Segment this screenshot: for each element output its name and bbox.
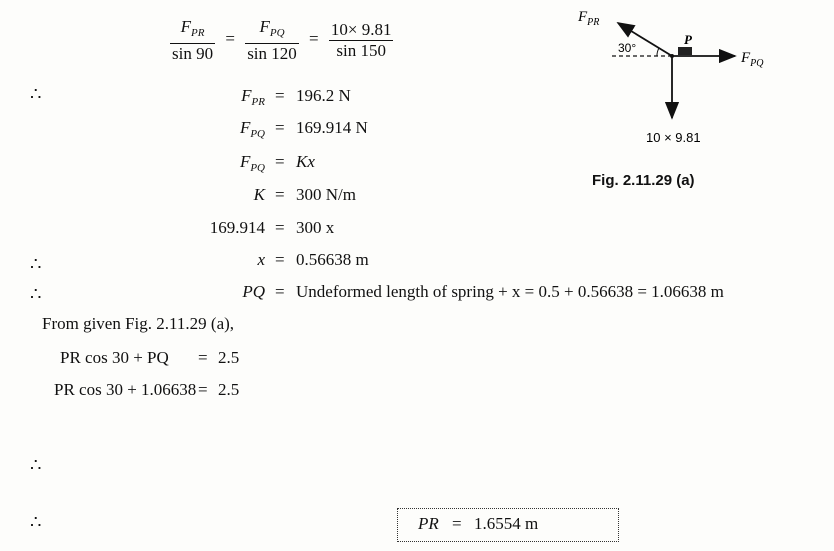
fpq-lhs: $F_{PQ}$ xyxy=(239,118,265,140)
fpq-value: 169.914 N xyxy=(296,118,368,137)
block-p xyxy=(678,47,692,55)
fpq-kx-value: Kx xyxy=(296,152,315,171)
lami-equation: $\frac{F_{PR}}{\sin 90}$ = $\frac{F_{PQ}}{\sin 120}$ = $\frac{10\times 9.81}{\sin 150}$ xyxy=(172,17,392,63)
result-lhs: PR xyxy=(418,514,439,533)
pq-value: Undeformed length of spring + x = 0.5 + 0.56638 = 1.06638 m xyxy=(296,282,724,301)
weight-label: 10 × 9.81 xyxy=(646,130,701,145)
geo2-value: 2.5 xyxy=(218,380,240,399)
geo1-value: 2.5 xyxy=(218,348,240,367)
equals-sign: = xyxy=(198,380,208,399)
geo1-lhs: PR cos 30 + PQ xyxy=(60,348,169,367)
k-lhs: K xyxy=(253,185,265,204)
x-lhs: x xyxy=(257,250,265,269)
fraction-weight: $\frac{10\times 9.81}{\sin 150}$ xyxy=(330,20,392,60)
pq-lhs: PQ xyxy=(242,282,265,301)
from-given-text: From given Fig. 2.11.29 (a), xyxy=(42,314,235,333)
free-body-diagram-svg xyxy=(560,0,820,200)
equals-sign: = xyxy=(275,118,285,137)
fpr-value: 196.2 N xyxy=(296,86,351,105)
result-value: 1.6554 m xyxy=(474,514,539,533)
force-pq-label: $F_{PQ}$ xyxy=(741,50,764,69)
angle-label: 30° xyxy=(618,41,637,55)
equals-sign: = xyxy=(275,86,285,105)
k-value: 300 N/m xyxy=(296,185,356,204)
x-value: 0.56638 m xyxy=(296,250,369,269)
free-body-diagram xyxy=(560,0,820,200)
figure-caption: Fig. 2.11.29 (a) xyxy=(592,172,695,189)
point-label: P xyxy=(684,32,692,47)
eq1-value: 300 x xyxy=(296,218,335,237)
angle-arc xyxy=(657,48,659,56)
fpq-kx-lhs: $F_{PQ}$ xyxy=(239,152,265,174)
fraction-fpr: $\frac{F_{PR}}{\sin 90}$ xyxy=(172,17,214,63)
eq1-lhs: 169.914 xyxy=(209,218,265,237)
equals-sign: = xyxy=(198,348,208,367)
point-p xyxy=(670,54,674,58)
fraction-fpq: $\frac{F_{PQ}}{\sin 120}$ xyxy=(247,17,297,63)
equals-sign: = xyxy=(275,282,285,301)
equals-sign: = xyxy=(452,514,462,533)
geo2-lhs: PR cos 30 + 1.06638 xyxy=(54,380,197,399)
equals-sign: = xyxy=(275,250,285,269)
therefore-symbol: ∴ xyxy=(30,455,42,475)
therefore-symbol: ∴ xyxy=(30,254,42,274)
equals-sign: = xyxy=(275,152,285,171)
equals-sign: = xyxy=(275,185,285,204)
therefore-symbol: ∴ xyxy=(30,84,42,104)
fpr-lhs: $F_{PR}$ xyxy=(241,86,265,108)
therefore-symbol: ∴ xyxy=(30,512,42,532)
force-pr-label: $F_{PR}$ xyxy=(578,9,600,28)
therefore-symbol: ∴ xyxy=(30,284,42,304)
equals-sign: = xyxy=(275,218,285,237)
